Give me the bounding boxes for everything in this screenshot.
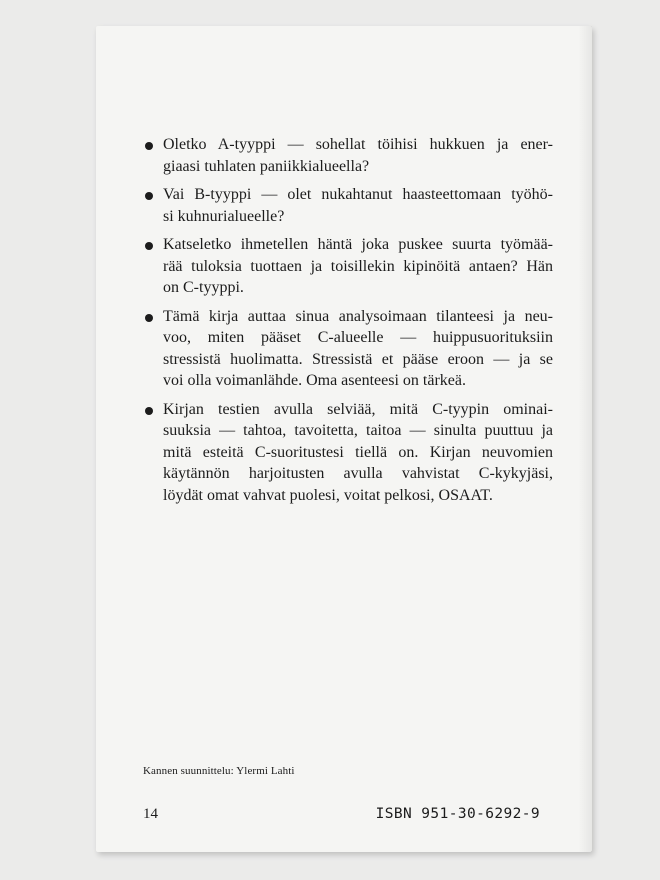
- bullet-dot-icon: [145, 314, 153, 322]
- blurb-line: mitä esteitä C-suoritustesi tiellä on. Kirjan neuvomien: [163, 443, 553, 461]
- blurb-bullet: [143, 134, 553, 177]
- blurb-line: giaasi tuhlaten paniikkialueella?: [163, 157, 370, 175]
- blurb-line: suuksia — tahtoa, tavoitetta, taitoa — sinulta puuttuu ja: [163, 422, 553, 439]
- blurb-line: rää tuloksia tuottaen ja toisillekin kipinöitä antaen? Hän: [163, 257, 553, 275]
- isbn-number: ISBN 951-30-6292-9: [375, 806, 540, 822]
- blurb-bullet: [143, 234, 553, 299]
- cover-designer-credit: Kannen suunnittelu: Ylermi Lahti: [143, 765, 295, 777]
- bullet-dot-icon: [145, 192, 153, 200]
- blurb-line: voi olla voimanlähde. Oma asenteesi on tärkeä.: [163, 372, 467, 389]
- blurb-bullet: [143, 399, 553, 507]
- bullet-dot-icon: [145, 142, 153, 150]
- blurb-line: Tämä kirja auttaa sinua analysoimaan tilanteesi ja neu-: [163, 307, 553, 325]
- cover-edge-shading: [578, 26, 592, 852]
- blurb-bullet: [143, 306, 553, 392]
- blurb-line: stressistä huolimatta. Stressistä et pääse eroon — ja se: [163, 350, 553, 368]
- blurb-line: Vai B-tyyppi — olet nukahtanut haasteettomaan työhö-: [163, 186, 553, 203]
- blurb-bullet-list: [143, 134, 553, 513]
- blurb-line: Katseletko ihmetellen häntä joka puskee suurta työmää-: [163, 236, 553, 253]
- blurb-line: voo, miten pääset C-alueelle — huippusuorituksiin: [163, 329, 553, 346]
- blurb-line: si kuhnurialueelle?: [163, 207, 285, 225]
- bullet-dot-icon: [145, 407, 153, 415]
- blurb-line: on C-tyyppi.: [163, 279, 244, 296]
- book-back-cover: [96, 26, 592, 852]
- blurb-line: Kirjan testien avulla selviää, mitä C-tyypin ominai-: [163, 400, 553, 418]
- page-number: 14: [143, 806, 158, 822]
- blurb-line: löydät omat vahvat puolesi, voitat pelkosi, OSAAT.: [163, 486, 493, 504]
- blurb-bullet: [143, 184, 553, 227]
- bullet-dot-icon: [145, 242, 153, 250]
- blurb-line: Oletko A-tyyppi — sohellat töihisi hukkuen ja ener-: [163, 136, 553, 153]
- blurb-line: käytännön harjoitusten avulla vahvistat C-kykyjäsi,: [163, 465, 553, 482]
